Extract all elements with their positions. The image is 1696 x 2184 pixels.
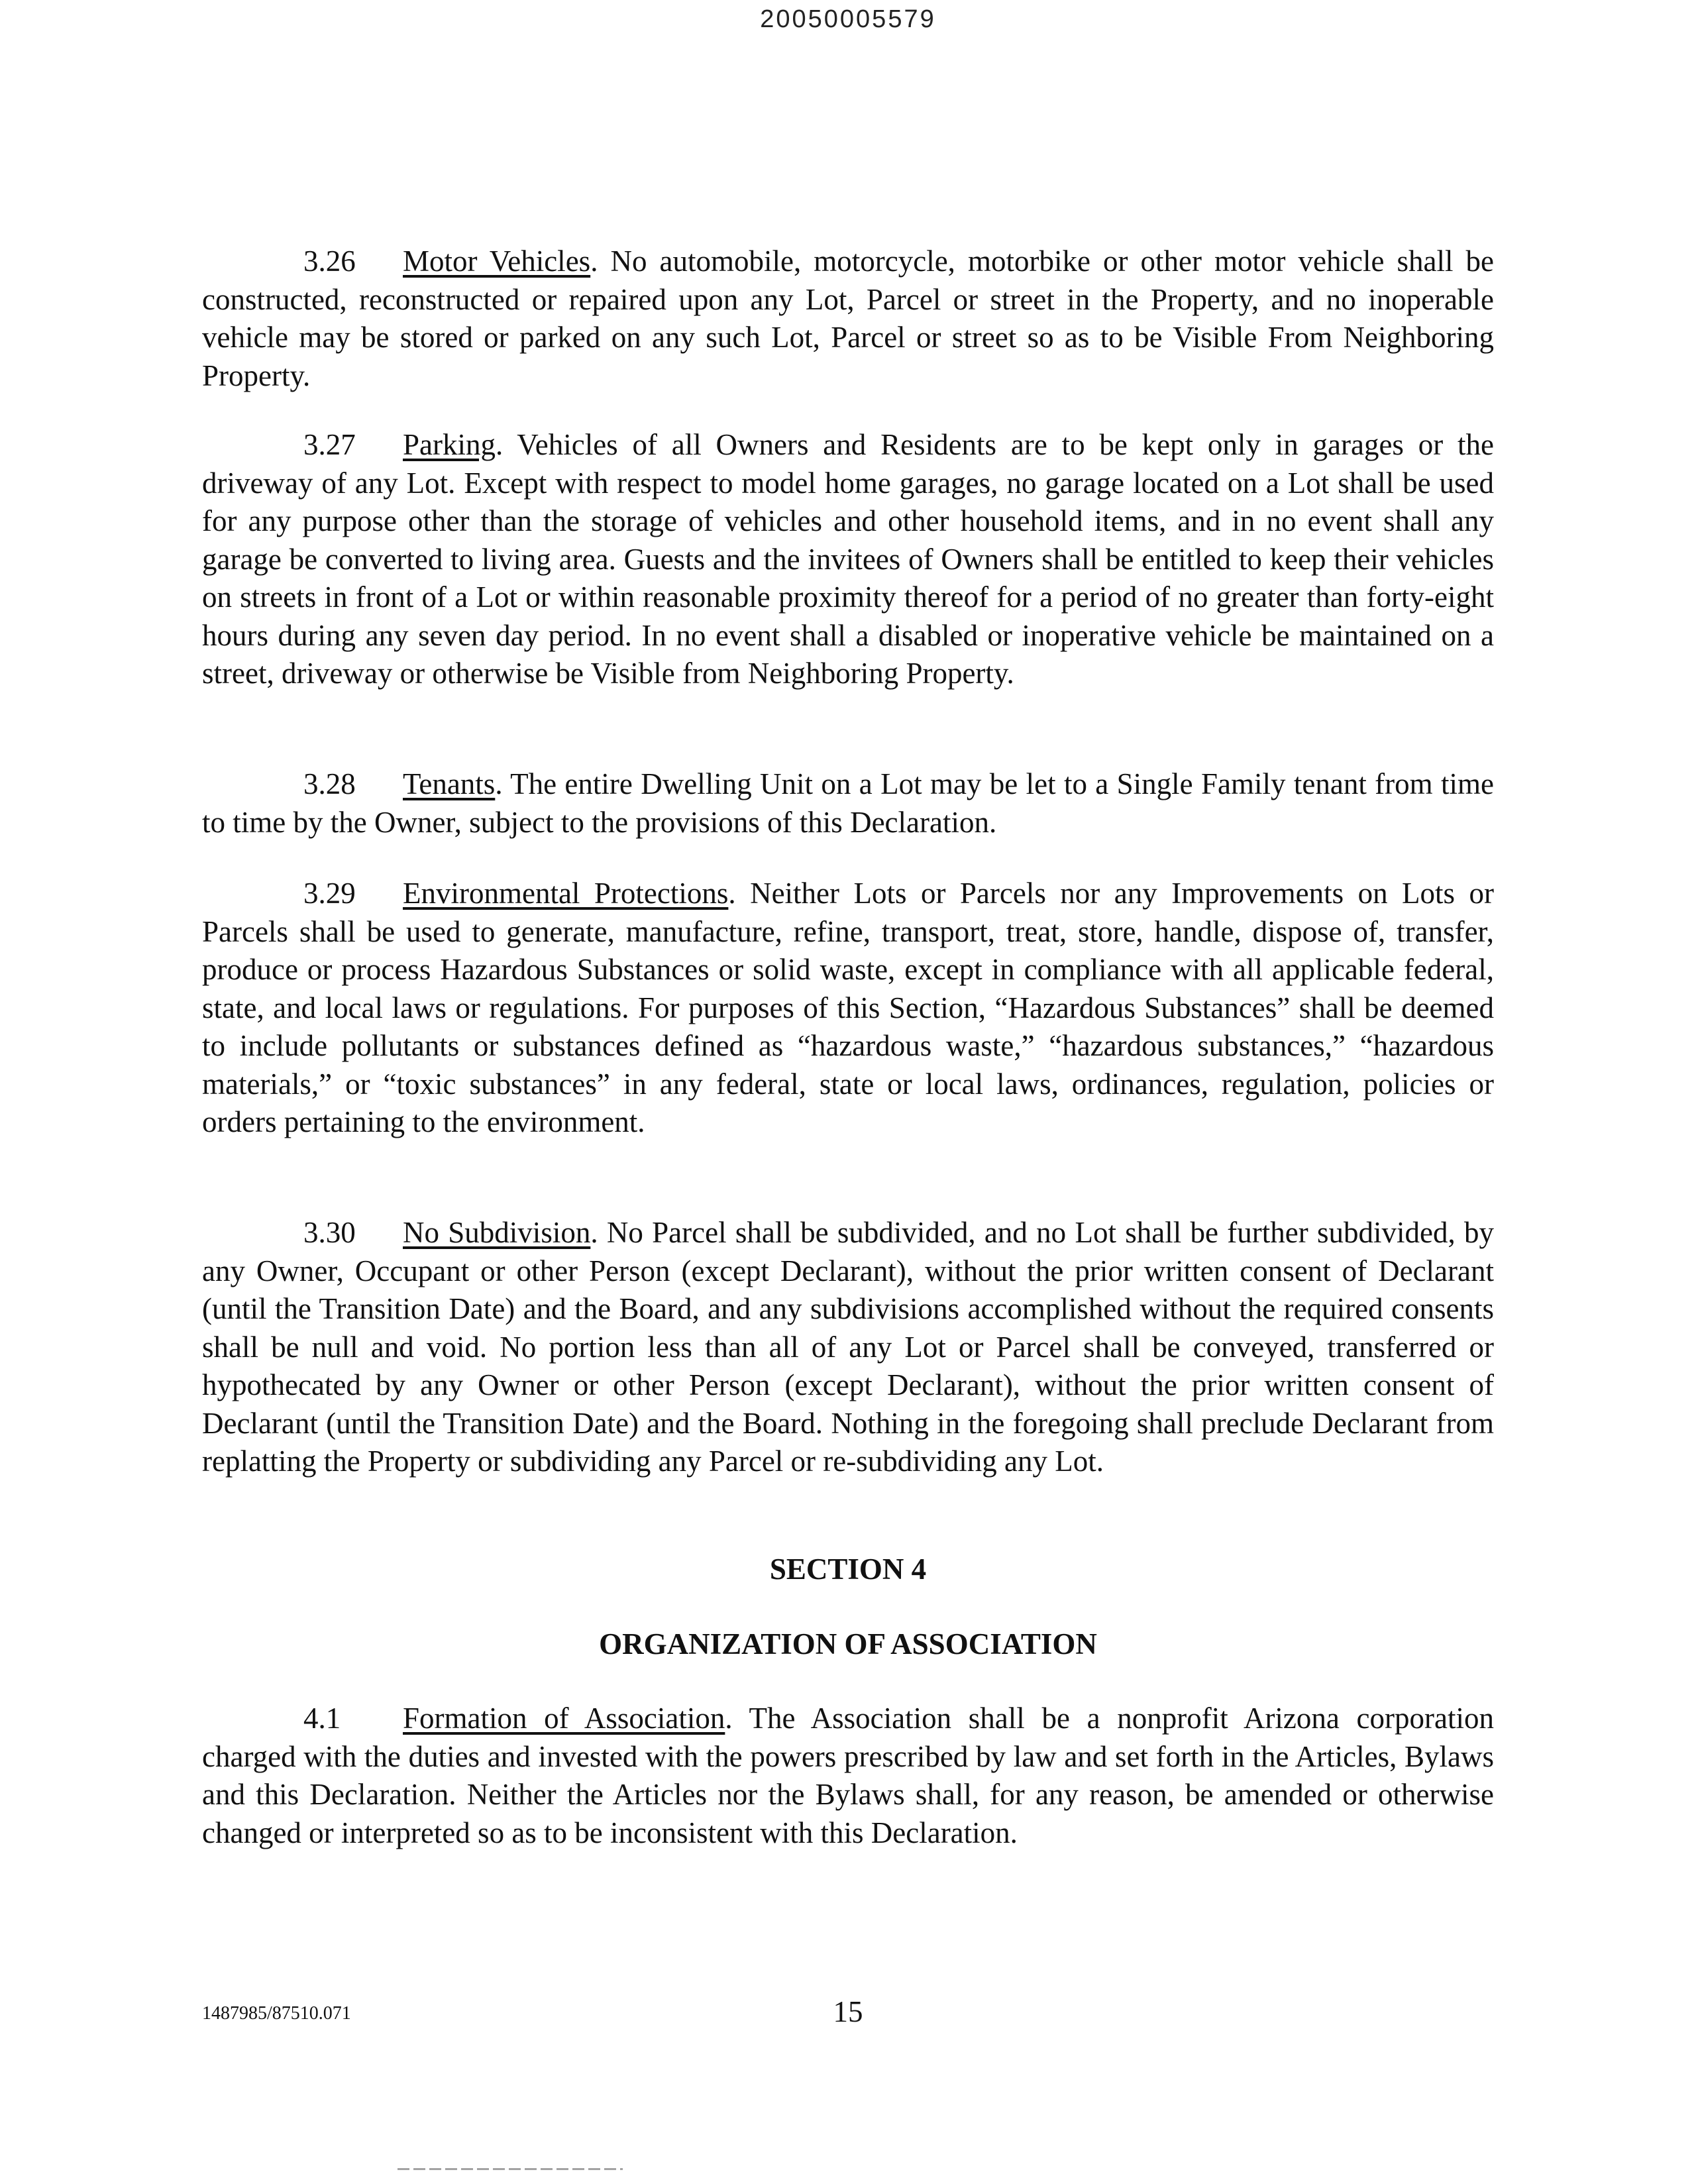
section-heading-label: SECTION 4 [769,1553,927,1586]
section-number: 3.30 [303,1216,356,1249]
section-title: Motor Vehicles [403,245,591,278]
document-number-stamp: 20050005579 [760,5,936,33]
section-text: . The entire Dwelling Unit on a Lot may be let to a Single Family tenant from time to time by the Owner, subject to the provisions of this Declaration. [202,767,1494,839]
paragraph-3-26 [202,243,1494,395]
section-heading-title: ORGANIZATION OF ASSOCIATION [599,1627,1097,1661]
section-text: . The Association shall be a nonprofit Arizona corporation charged with the duties and invested with the powers prescribed by law and set forth in the Articles, Bylaws and this Declaration. Neither the Articles nor the Bylaws shall, for any reason, be amended or otherwise changed or interpreted so as to be inconsistent with this Declaration. [202,1702,1494,1849]
footer-document-id: 1487985/87510.071 [202,2003,351,2024]
section-title: No Subdivision [403,1216,591,1249]
page-number: 15 [833,1995,863,2028]
paragraph-3-28 [202,765,1494,842]
section-number: 3.27 [303,428,356,461]
section-title: Parking [403,428,496,461]
section-number: 3.26 [303,245,356,278]
scan-artifact-line [398,2168,623,2170]
paragraph-3-29 [202,875,1494,1142]
section-title: Environmental Protections [403,877,729,910]
section-number: 3.29 [303,877,356,910]
section-number: 3.28 [303,767,356,800]
section-text: . No Parcel shall be subdivided, and no Lot shall be further subdivided, by any Owner, Occupant or other Person (except Declarant), without the prior written consent of Declarant (until the Transition Date) and the Board, and any subdivisions accomplished without the required consents shall be null and void. No portion less than all of any Lot or Parcel shall be conveyed, transferred or hypothecated by any Owner or other Person (except Declarant), without the prior written consent of Declarant (until the Transition Date) and the Board. Nothing in the foregoing shall preclude Declarant from replatting the Property or subdividing any Parcel or re-subdividing any Lot. [202,1216,1494,1478]
section-number: 4.1 [303,1702,341,1735]
paragraph-3-27 [202,426,1494,693]
section-title: Tenants [403,767,496,800]
paragraph-4-1 [202,1700,1494,1852]
section-text: . Vehicles of all Owners and Residents are to be kept only in garages or the driveway of any Lot. Except with respect to model home garages, no garage located on a Lot shall be used for any purpose other than the storage of vehicles and other household items, and in no event shall any garage be converted to living area. Guests and the invitees of Owners shall be entitled to keep their vehicles on streets in front of a Lot or within reasonable proximity thereof for a period of no greater than forty-eight hours during any seven day period. In no event shall a disabled or inoperative vehicle be maintained on a street, driveway or otherwise be Visible from Neighboring Property. [202,428,1494,690]
section-text: . No automobile, motorcycle, motorbike or other motor vehicle shall be constructed, reconstructed or repaired upon any Lot, Parcel or street in the Property, and no inoperable vehicle may be stored or parked on any such Lot, Parcel or street so as to be Visible From Neighboring Property. [202,245,1495,392]
paragraph-3-30 [202,1214,1494,1481]
section-title: Formation of Association [403,1702,725,1735]
section-text: . Neither Lots or Parcels nor any Improvements on Lots or Parcels shall be used to generate, manufacture, refine, transport, treat, store, handle, dispose of, transfer, produce or process Hazardous Substances or solid waste, except in compliance with all applicable federal, state, and local laws or regulations. For purposes of this Section, “Hazardous Substances” shall be deemed to include pollutants or substances defined as “hazardous waste,” “hazardous substances,” “hazardous materials,” or “toxic substances” in any federal, state or local laws, ordinances, regulation, policies or orders pertaining to the environment. [202,877,1494,1138]
